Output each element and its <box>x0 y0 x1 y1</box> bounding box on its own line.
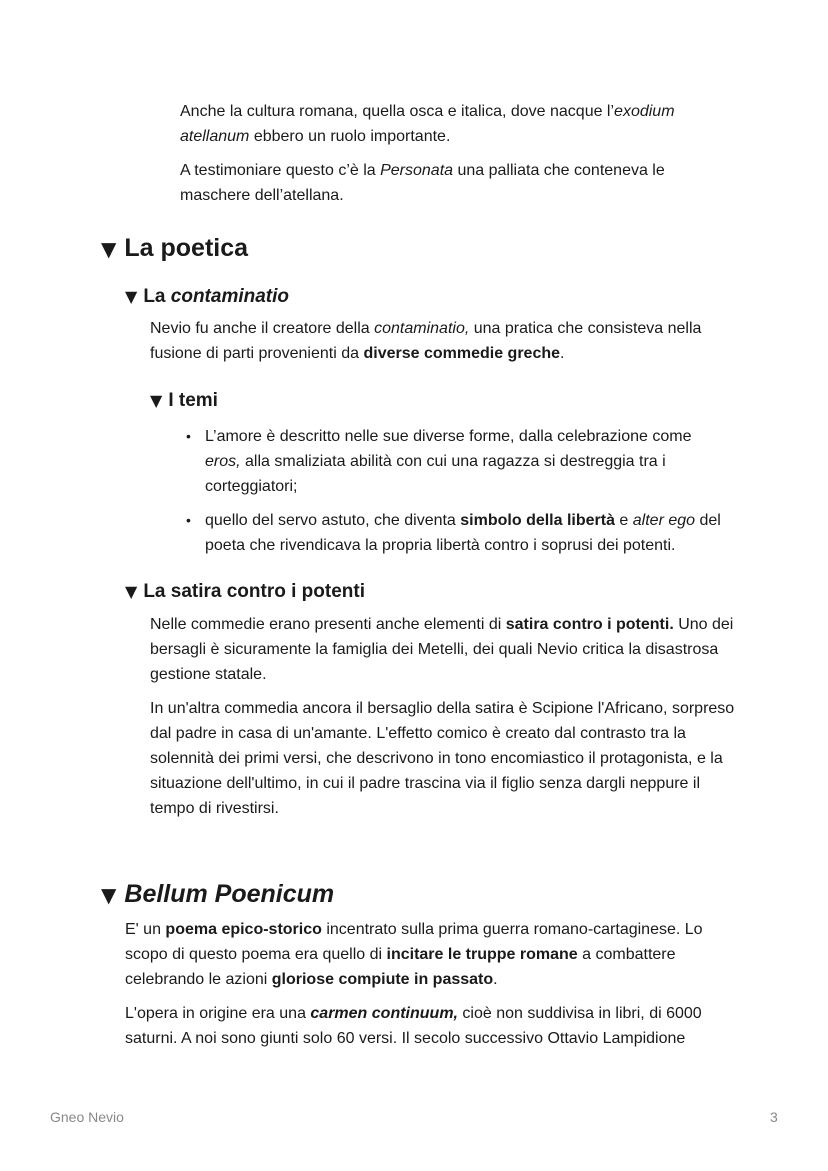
satira-paragraph-2: In un'altra commedia ancora il bersaglio della satira è Scipione l'Africano, sorpreso dal padre in casa di un'amante. L'effetto comico è creato dal contrasto tra la solennità dei primi versi, che descrivono in tono encomiastico il protagonista, e la situazione dell'ultimo, in cui il padre trascina via il figlio senza dargli neppure il tempo di rivestirsi. <box>150 700 735 817</box>
bellum-heading[interactable]: ▼ Bellum Poenicum <box>101 878 334 911</box>
toggle-triangle-icon[interactable]: ▼ <box>125 582 138 601</box>
footer-document-title: Gneo Nevio <box>50 1109 124 1125</box>
intro-paragraph-1: Anche la cultura romana, quella osca e italica, dove nacque l’exodium atellanum ebbero un ruolo importante. <box>180 103 675 145</box>
satira-heading[interactable]: ▼ La satira contro i potenti <box>125 579 365 605</box>
list-item: • quello del servo astuto, che diventa simbolo della libertà e alter ego del poeta che rivendicava la propria libertà contro i soprusi dei potenti. <box>186 508 731 558</box>
contaminatio-heading[interactable]: ▼ La contaminatio <box>125 284 289 310</box>
list-item: • L’amore è descritto nelle sue diverse forme, dalla celebrazione come eros, alla smaliziata abilità con cui una ragazza si destreggia tra i corteggiatori; <box>186 424 731 499</box>
bellum-section <box>125 917 735 1051</box>
toggle-triangle-icon[interactable]: ▼ <box>101 237 117 261</box>
intro-paragraph-2: A testimoniare questo c’è la Personata una palliata che conteneva le maschere dell’atellana. <box>180 162 665 204</box>
toggle-triangle-icon[interactable]: ▼ <box>101 883 117 907</box>
bullet-icon: • <box>186 512 191 528</box>
temi-list <box>186 424 731 558</box>
contaminatio-paragraph: Nevio fu anche il creatore della contaminatio, una pratica che consisteva nella fusione di parti provenienti da diverse commedie greche. <box>150 320 702 362</box>
poetica-heading[interactable]: ▼ La poetica <box>101 232 248 265</box>
satira-paragraph-1: Nelle commedie erano presenti anche elementi di satira contro i potenti. Uno dei bersagli è sicuramente la famiglia dei Metelli, dei quali Nevio critica la disastrosa gestione statale. <box>150 616 734 683</box>
toggle-triangle-icon[interactable]: ▼ <box>150 391 163 410</box>
satira-section <box>150 612 735 821</box>
temi-heading[interactable]: ▼ I temi <box>150 388 218 414</box>
bellum-paragraph-2: L'opera in origine era una carmen continuum, cioè non suddivisa in libri, di 6000 saturni. A noi sono giunti solo 60 versi. Il secolo successivo Ottavio Lampidione <box>125 1005 702 1047</box>
bellum-paragraph-1: E' un poema epico-storico incentrato sulla prima guerra romano-cartaginese. Lo scopo di questo poema era quello di incitare le truppe romane a combattere celebrando le azioni gloriose compiute in passato. <box>125 921 703 988</box>
footer-page-number: 3 <box>770 1109 778 1125</box>
bullet-icon: • <box>186 428 191 444</box>
intro-section <box>180 99 720 208</box>
toggle-triangle-icon[interactable]: ▼ <box>125 287 138 306</box>
